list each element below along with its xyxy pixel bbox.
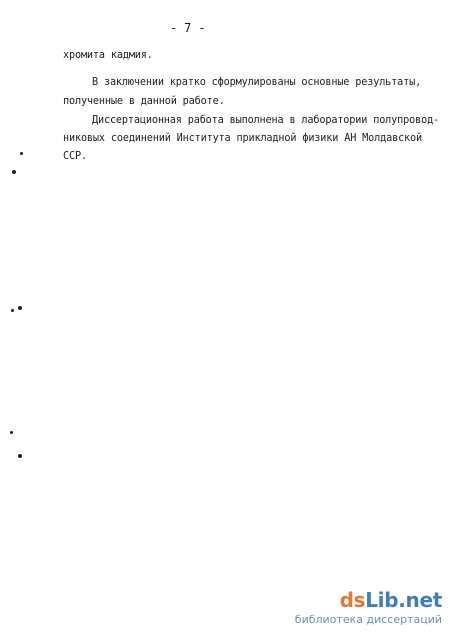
scan-speck	[18, 306, 22, 310]
scan-speck	[18, 454, 22, 458]
text-line: Диссертационная работа выполнена в лаборатории полупровод-	[92, 115, 440, 126]
text-line: полученные в данной работе.	[63, 96, 225, 107]
watermark-logo-part1: ds	[339, 588, 366, 612]
scan-speck	[10, 431, 13, 434]
text-line: ССР.	[63, 151, 87, 162]
watermark-logo-part2: Lib.net	[365, 588, 442, 612]
page-number: - 7 -	[170, 21, 206, 35]
text-line: никовых соединений Института прикладной физики АН Молдавской	[63, 133, 423, 144]
text-line: В заключении кратко сформулированы основные результаты,	[92, 77, 422, 88]
dslib-watermark	[295, 590, 442, 627]
watermark-subtitle: библиотека диссертаций	[294, 613, 442, 626]
scan-speck	[12, 170, 16, 174]
text-line: хромита кадмия.	[63, 50, 153, 61]
scan-speck	[20, 152, 23, 155]
watermark-logo	[295, 590, 442, 610]
scan-speck	[11, 309, 14, 312]
